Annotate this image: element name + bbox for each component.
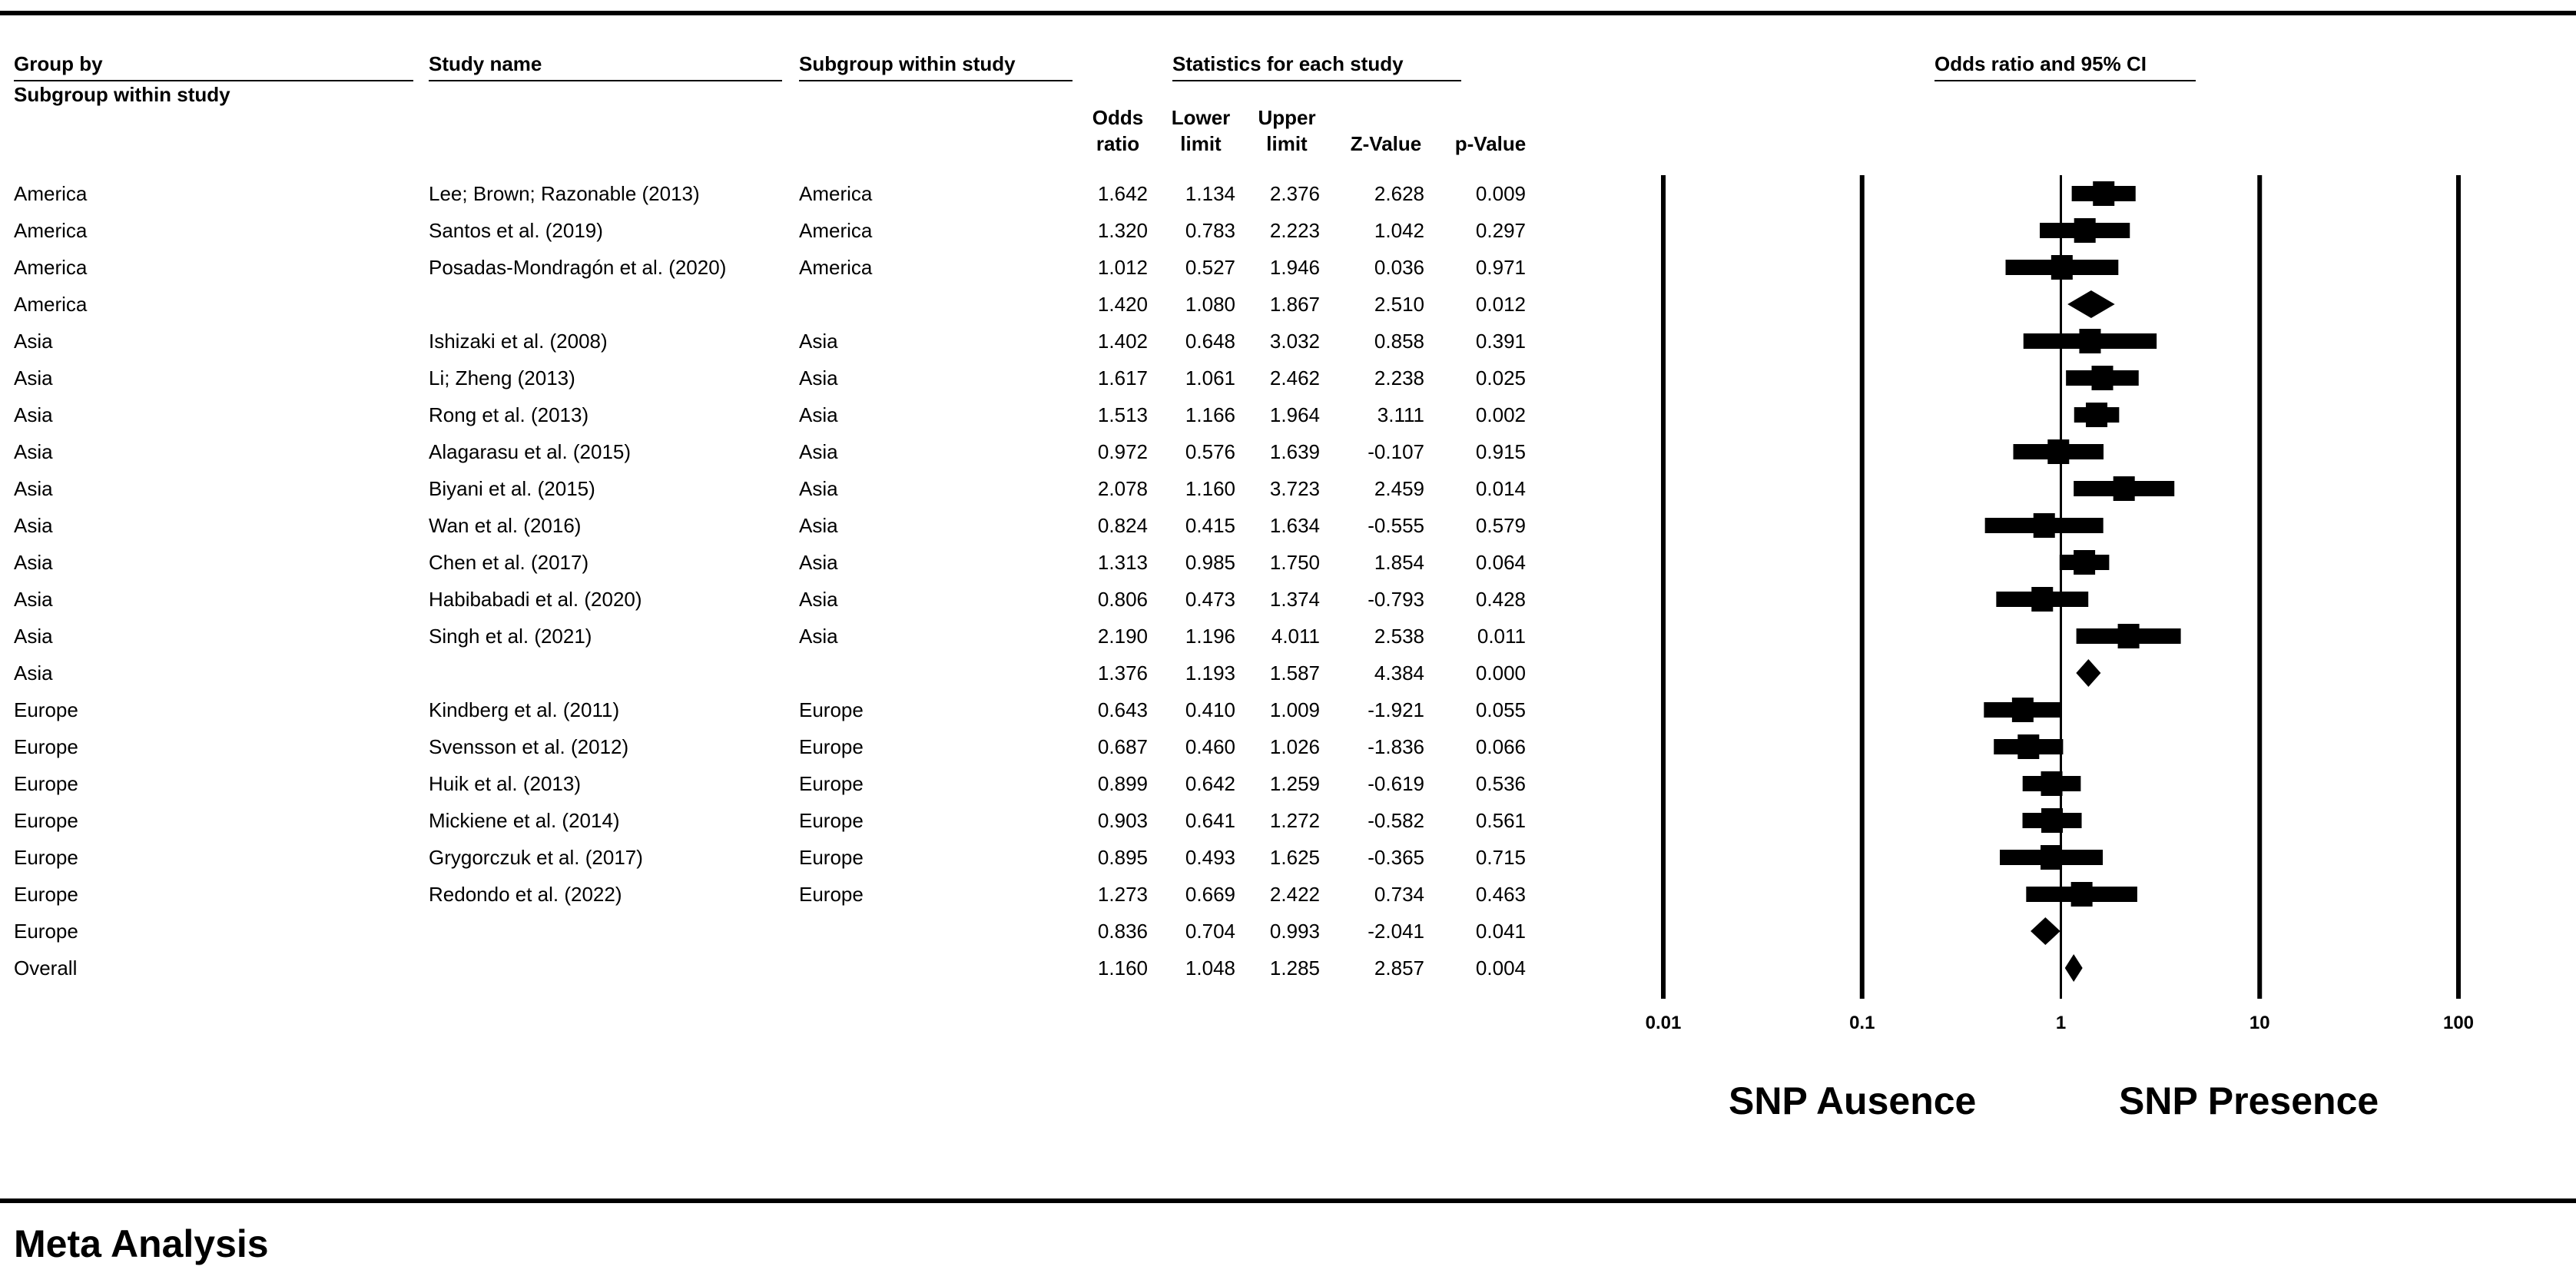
row-p-value: 0.536: [1475, 772, 1526, 795]
row-upper-limit: 4.011: [1271, 625, 1320, 648]
plot-header: Odds ratio and 95% CI: [1934, 52, 2147, 75]
row-lower-limit: 1.048: [1185, 956, 1235, 980]
row-study-name: Li; Zheng (2013): [429, 366, 575, 390]
row-odds-ratio: 1.320: [1097, 219, 1148, 242]
row-lower-limit: 1.160: [1185, 477, 1235, 500]
point-estimate: [2074, 550, 2095, 575]
row-lower-limit: 0.527: [1185, 256, 1235, 279]
row-z-value: 2.538: [1374, 625, 1424, 648]
row-subgroup: Europe: [799, 883, 864, 906]
row-lower-limit: 0.576: [1185, 440, 1235, 463]
row-upper-limit: 0.993: [1269, 920, 1320, 943]
point-estimate: [2047, 439, 2069, 464]
row-upper-limit: 1.272: [1269, 809, 1320, 832]
axis-label-right: SNP Presence: [2119, 1079, 2379, 1122]
x-tick-label: 100: [2442, 1013, 2475, 1033]
row-upper-limit: 1.285: [1269, 956, 1320, 980]
row-study-name: Kindberg et al. (2011): [429, 698, 620, 721]
row-lower-limit: 1.166: [1185, 403, 1235, 426]
row-upper-limit: 1.946: [1269, 256, 1320, 279]
row-subgroup: Asia: [799, 588, 838, 611]
row-group: Asia: [14, 661, 53, 685]
row-study-name: Huik et al. (2013): [429, 772, 581, 795]
row-subgroup: Asia: [799, 551, 838, 574]
row-study-name: Mickiene et al. (2014): [429, 809, 620, 832]
row-upper-limit: 1.374: [1269, 588, 1320, 611]
row-p-value: 0.041: [1475, 920, 1526, 943]
row-study-name: Ishizaki et al. (2008): [429, 330, 608, 353]
row-z-value: -0.619: [1368, 772, 1424, 795]
row-z-value: -0.365: [1368, 846, 1424, 869]
row-subgroup: America: [799, 256, 873, 279]
row-odds-ratio: 1.160: [1097, 956, 1148, 980]
row-upper-limit: 1.634: [1269, 514, 1320, 537]
row-study-name: Chen et al. (2017): [429, 551, 589, 574]
row-upper-limit: 1.026: [1269, 735, 1320, 758]
x-tick-label: 0.01: [1645, 1013, 1682, 1033]
row-lower-limit: 0.648: [1185, 330, 1235, 353]
row-group: Europe: [14, 772, 78, 795]
summary-diamond: [2067, 290, 2115, 318]
row-lower-limit: 0.783: [1185, 219, 1235, 242]
row-odds-ratio: 0.895: [1097, 846, 1148, 869]
row-subgroup: America: [799, 182, 873, 205]
row-group: Europe: [14, 920, 78, 943]
row-subgroup: Asia: [799, 440, 838, 463]
x-tick-label: 10: [2249, 1013, 2270, 1033]
row-odds-ratio: 0.899: [1097, 772, 1148, 795]
row-p-value: 0.915: [1475, 440, 1526, 463]
row-z-value: 2.238: [1374, 366, 1424, 390]
overall-diamond: [2065, 954, 2083, 982]
row-p-value: 0.012: [1475, 293, 1526, 316]
row-odds-ratio: 1.513: [1097, 403, 1148, 426]
row-p-value: 0.004: [1475, 956, 1526, 980]
row-odds-ratio: 0.836: [1097, 920, 1148, 943]
row-lower-limit: 0.641: [1185, 809, 1235, 832]
row-z-value: 0.858: [1374, 330, 1424, 353]
row-p-value: 0.463: [1475, 883, 1526, 906]
point-estimate: [2118, 624, 2140, 648]
row-z-value: 1.042: [1374, 219, 1424, 242]
row-group: Europe: [14, 809, 78, 832]
row-group: Europe: [14, 698, 78, 721]
row-z-value: 2.459: [1374, 477, 1424, 500]
row-study-name: Lee; Brown; Razonable (2013): [429, 182, 700, 205]
point-estimate: [2041, 845, 2062, 870]
group-by-header: Group by: [14, 52, 103, 75]
row-p-value: 0.066: [1475, 735, 1526, 758]
x-tick-label: 1: [2055, 1013, 2067, 1033]
col-header-upper-limit: Upper limit: [1258, 106, 1316, 155]
point-estimate: [2093, 181, 2114, 206]
row-group: Europe: [14, 735, 78, 758]
row-odds-ratio: 1.402: [1097, 330, 1148, 353]
row-subgroup: America: [799, 219, 873, 242]
row-upper-limit: 2.422: [1269, 883, 1320, 906]
row-odds-ratio: 1.642: [1097, 182, 1148, 205]
row-study-name: Svensson et al. (2012): [429, 735, 629, 758]
row-upper-limit: 2.223: [1269, 219, 1320, 242]
row-group: Europe: [14, 883, 78, 906]
row-z-value: -0.107: [1368, 440, 1424, 463]
point-estimate: [2071, 882, 2093, 907]
row-lower-limit: 1.134: [1185, 182, 1235, 205]
point-estimate: [2114, 476, 2135, 501]
row-subgroup: Europe: [799, 698, 864, 721]
row-lower-limit: 0.415: [1185, 514, 1235, 537]
row-group: Asia: [14, 366, 53, 390]
row-odds-ratio: 1.012: [1097, 256, 1148, 279]
row-study-name: Santos et al. (2019): [429, 219, 603, 242]
row-z-value: -2.041: [1368, 920, 1424, 943]
row-group: Asia: [14, 588, 53, 611]
row-p-value: 0.055: [1475, 698, 1526, 721]
row-z-value: 2.857: [1374, 956, 1424, 980]
row-z-value: -1.921: [1368, 698, 1424, 721]
row-group: Asia: [14, 330, 53, 353]
row-odds-ratio: 0.824: [1097, 514, 1148, 537]
row-odds-ratio: 1.376: [1097, 661, 1148, 685]
row-p-value: 0.715: [1475, 846, 1526, 869]
row-z-value: -0.793: [1368, 588, 1424, 611]
row-upper-limit: 3.723: [1269, 477, 1320, 500]
row-z-value: -0.582: [1368, 809, 1424, 832]
row-group: Asia: [14, 625, 53, 648]
row-odds-ratio: 1.420: [1097, 293, 1148, 316]
point-estimate: [2086, 403, 2107, 427]
row-lower-limit: 1.196: [1185, 625, 1235, 648]
row-p-value: 0.009: [1475, 182, 1526, 205]
point-estimate: [2017, 734, 2039, 759]
row-upper-limit: 1.625: [1269, 846, 1320, 869]
row-subgroup: Europe: [799, 846, 864, 869]
point-estimate: [2041, 808, 2063, 833]
row-lower-limit: 0.704: [1185, 920, 1235, 943]
row-upper-limit: 2.376: [1269, 182, 1320, 205]
row-odds-ratio: 0.643: [1097, 698, 1148, 721]
row-upper-limit: 1.587: [1269, 661, 1320, 685]
point-estimate: [2074, 218, 2096, 243]
row-p-value: 0.391: [1475, 330, 1526, 353]
col-header-p-value: p-Value: [1454, 132, 1527, 155]
row-odds-ratio: 0.903: [1097, 809, 1148, 832]
row-group: America: [14, 219, 88, 242]
row-lower-limit: 1.080: [1185, 293, 1235, 316]
row-odds-ratio: 0.972: [1097, 440, 1148, 463]
col-header-lower-limit: Lower limit: [1171, 106, 1231, 155]
subgroup-header: Subgroup within study: [799, 52, 1016, 75]
row-study-name: Alagarasu et al. (2015): [429, 440, 632, 463]
row-odds-ratio: 0.687: [1097, 735, 1148, 758]
row-p-value: 0.971: [1475, 256, 1526, 279]
row-upper-limit: 1.009: [1269, 698, 1320, 721]
row-subgroup: Asia: [799, 366, 838, 390]
point-estimate: [2079, 329, 2100, 353]
row-p-value: 0.000: [1475, 661, 1526, 685]
row-group: Europe: [14, 846, 78, 869]
row-p-value: 0.002: [1475, 403, 1526, 426]
summary-diamond: [2031, 917, 2060, 945]
row-odds-ratio: 0.806: [1097, 588, 1148, 611]
stats-header: Statistics for each study: [1172, 52, 1404, 75]
row-odds-ratio: 1.273: [1097, 883, 1148, 906]
row-subgroup: Europe: [799, 809, 864, 832]
point-estimate: [2034, 513, 2055, 538]
row-subgroup: Europe: [799, 735, 864, 758]
row-odds-ratio: 2.078: [1097, 477, 1148, 500]
row-lower-limit: 0.473: [1185, 588, 1235, 611]
row-study-name: Wan et al. (2016): [429, 514, 582, 537]
row-study-name: Posadas-Mondragón et al. (2020): [429, 256, 727, 279]
row-z-value: 4.384: [1374, 661, 1424, 685]
col-header-z-value: Z-Value: [1350, 132, 1422, 155]
row-lower-limit: 0.985: [1185, 551, 1235, 574]
row-study-name: Singh et al. (2021): [429, 625, 592, 648]
row-subgroup: Asia: [799, 514, 838, 537]
row-upper-limit: 3.032: [1269, 330, 1320, 353]
row-odds-ratio: 1.617: [1097, 366, 1148, 390]
row-z-value: 0.036: [1374, 256, 1424, 279]
row-p-value: 0.561: [1475, 809, 1526, 832]
x-tick-label: 0.1: [1849, 1013, 1875, 1033]
row-p-value: 0.297: [1475, 219, 1526, 242]
row-group: Asia: [14, 440, 53, 463]
row-study-name: Redondo et al. (2022): [429, 883, 622, 906]
study-name-header: Study name: [429, 52, 542, 75]
row-z-value: -0.555: [1368, 514, 1424, 537]
row-group: America: [14, 256, 88, 279]
footer-title: Meta Analysis: [14, 1222, 269, 1265]
row-subgroup: Europe: [799, 772, 864, 795]
row-p-value: 0.025: [1475, 366, 1526, 390]
row-lower-limit: 0.669: [1185, 883, 1235, 906]
row-p-value: 0.579: [1475, 514, 1526, 537]
axis-label-left: SNP Ausence: [1729, 1079, 1977, 1122]
row-p-value: 0.014: [1475, 477, 1526, 500]
row-odds-ratio: 2.190: [1097, 625, 1148, 648]
row-lower-limit: 0.410: [1185, 698, 1235, 721]
row-upper-limit: 2.462: [1269, 366, 1320, 390]
row-group: Asia: [14, 514, 53, 537]
row-lower-limit: 1.061: [1185, 366, 1235, 390]
row-group: Asia: [14, 403, 53, 426]
row-group: America: [14, 293, 88, 316]
row-study-name: Rong et al. (2013): [429, 403, 589, 426]
row-z-value: 2.510: [1374, 293, 1424, 316]
row-z-value: 2.628: [1374, 182, 1424, 205]
row-p-value: 0.064: [1475, 551, 1526, 574]
point-estimate: [2012, 698, 2034, 722]
point-estimate: [2041, 771, 2063, 796]
row-upper-limit: 1.867: [1269, 293, 1320, 316]
row-z-value: 0.734: [1374, 883, 1424, 906]
row-upper-limit: 1.259: [1269, 772, 1320, 795]
row-z-value: 3.111: [1377, 403, 1424, 426]
row-study-name: Grygorczuk et al. (2017): [429, 846, 643, 869]
row-group: Overall: [14, 956, 78, 980]
row-lower-limit: 0.642: [1185, 772, 1235, 795]
row-group: Asia: [14, 477, 53, 500]
point-estimate: [2051, 255, 2073, 280]
row-upper-limit: 1.964: [1269, 403, 1320, 426]
row-p-value: 0.428: [1475, 588, 1526, 611]
summary-diamond: [2076, 659, 2100, 687]
row-subgroup: Asia: [799, 625, 838, 648]
row-z-value: 1.854: [1374, 551, 1424, 574]
row-subgroup: Asia: [799, 477, 838, 500]
point-estimate: [2092, 366, 2114, 390]
row-z-value: -1.836: [1368, 735, 1424, 758]
row-subgroup: Asia: [799, 403, 838, 426]
row-p-value: 0.011: [1477, 625, 1526, 648]
row-lower-limit: 0.493: [1185, 846, 1235, 869]
group-by-sub-header: Subgroup within study: [14, 83, 230, 106]
row-subgroup: Asia: [799, 330, 838, 353]
row-study-name: Biyani et al. (2015): [429, 477, 595, 500]
row-group: America: [14, 182, 88, 205]
row-odds-ratio: 1.313: [1097, 551, 1148, 574]
row-study-name: Habibabadi et al. (2020): [429, 588, 642, 611]
row-upper-limit: 1.750: [1269, 551, 1320, 574]
row-lower-limit: 1.193: [1185, 661, 1235, 685]
col-header-odds-ratio: Odds ratio: [1092, 106, 1144, 155]
row-group: Asia: [14, 551, 53, 574]
point-estimate: [2031, 587, 2053, 612]
row-upper-limit: 1.639: [1269, 440, 1320, 463]
row-lower-limit: 0.460: [1185, 735, 1235, 758]
